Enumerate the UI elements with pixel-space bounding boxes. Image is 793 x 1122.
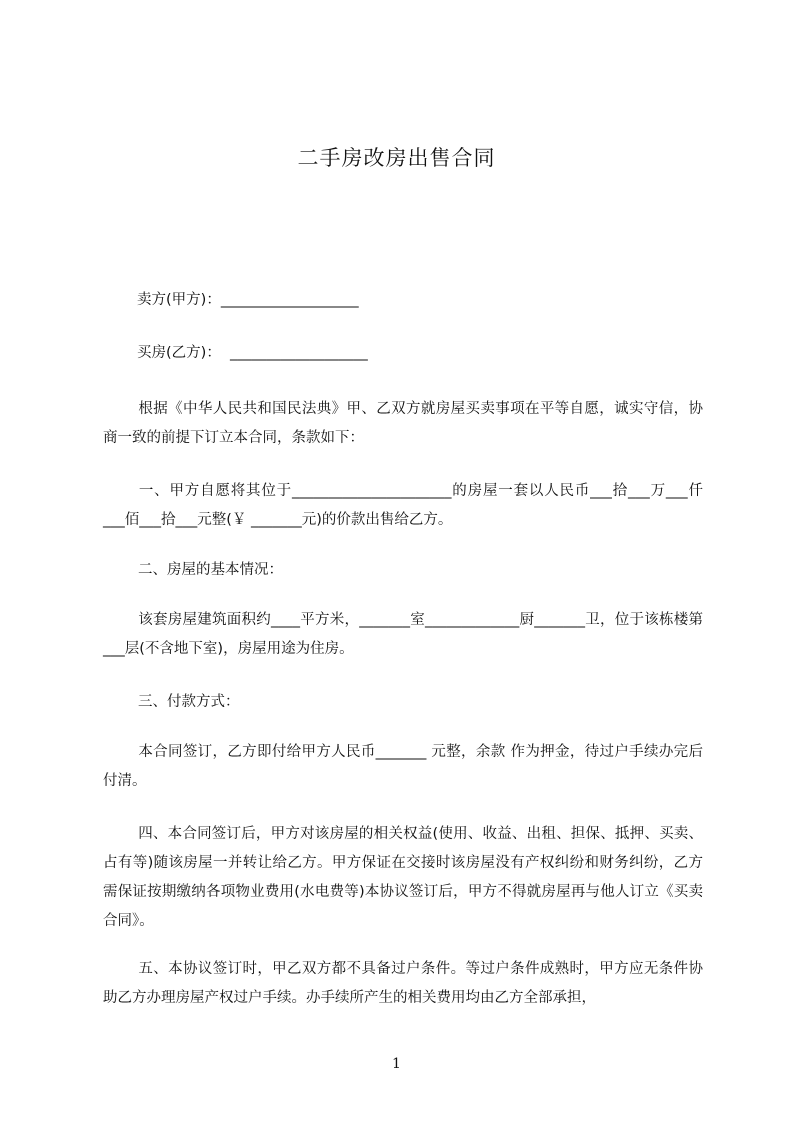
- clause-3-paragraph: [103, 738, 703, 796]
- clause-3-text: 本合同签订，乙方即付给甲方人民币_______ 元整，余款 作为押金，待过户手续办完后付清。: [103, 744, 703, 789]
- seller-line: 卖方(甲方)：___________________: [137, 292, 359, 308]
- clause-1-text: 一、甲方自愿将其位于______________________的房屋一套以人民币___拾___万___仟___佰___拾___元整(￥ _______元)的价款出售给乙方。: [103, 483, 703, 528]
- buyer-line: 买房(乙方)： ___________________: [137, 345, 368, 361]
- clause-5-paragraph: [103, 955, 703, 1013]
- clause-2-text: 该套房屋建筑面积约____平方米，_______室_____________厨_______卫，位于该栋楼第___层(不含地下室)，房屋用途为住房。: [103, 612, 703, 657]
- intro-text: 根据《中华人民共和国民法典》甲、乙双方就房屋买卖事项在平等自愿，诚实守信，协商一致的前提下订立本合同，条款如下：: [103, 401, 703, 446]
- document-title: 二手房改房出售合同: [297, 146, 496, 170]
- clause-3-heading-text: 三、付款方式：: [138, 694, 240, 710]
- clause-2-heading: [103, 556, 703, 585]
- clause-4-text: 四、本合同签订后，甲方对该房屋的相关权益(使用、收益、出租、担保、抵押、买卖、占有等)随该房屋一并转让给乙方。甲方保证在交接时该房屋没有产权纠纷和财务纠纷，乙方需保证按期缴纳各项物业费用(水电费等)本协议签订后，甲方不得就房屋再与他人订立《买卖合同》。: [103, 826, 703, 929]
- clause-1-paragraph: [103, 477, 703, 535]
- clause-4-paragraph: [103, 820, 703, 936]
- intro-paragraph: [103, 395, 703, 453]
- page-number: 1: [392, 1056, 401, 1072]
- clause-2-heading-text: 二、房屋的基本情况：: [138, 562, 283, 578]
- clause-3-heading: [103, 688, 703, 717]
- clause-5-text: 五、本协议签订时，甲乙双方都不具备过户条件。等过户条件成熟时，甲方应无条件协助乙方办理房屋产权过户手续。办手续所产生的相关费用均由乙方全部承担，: [103, 961, 703, 1006]
- clause-2-paragraph: [103, 606, 703, 664]
